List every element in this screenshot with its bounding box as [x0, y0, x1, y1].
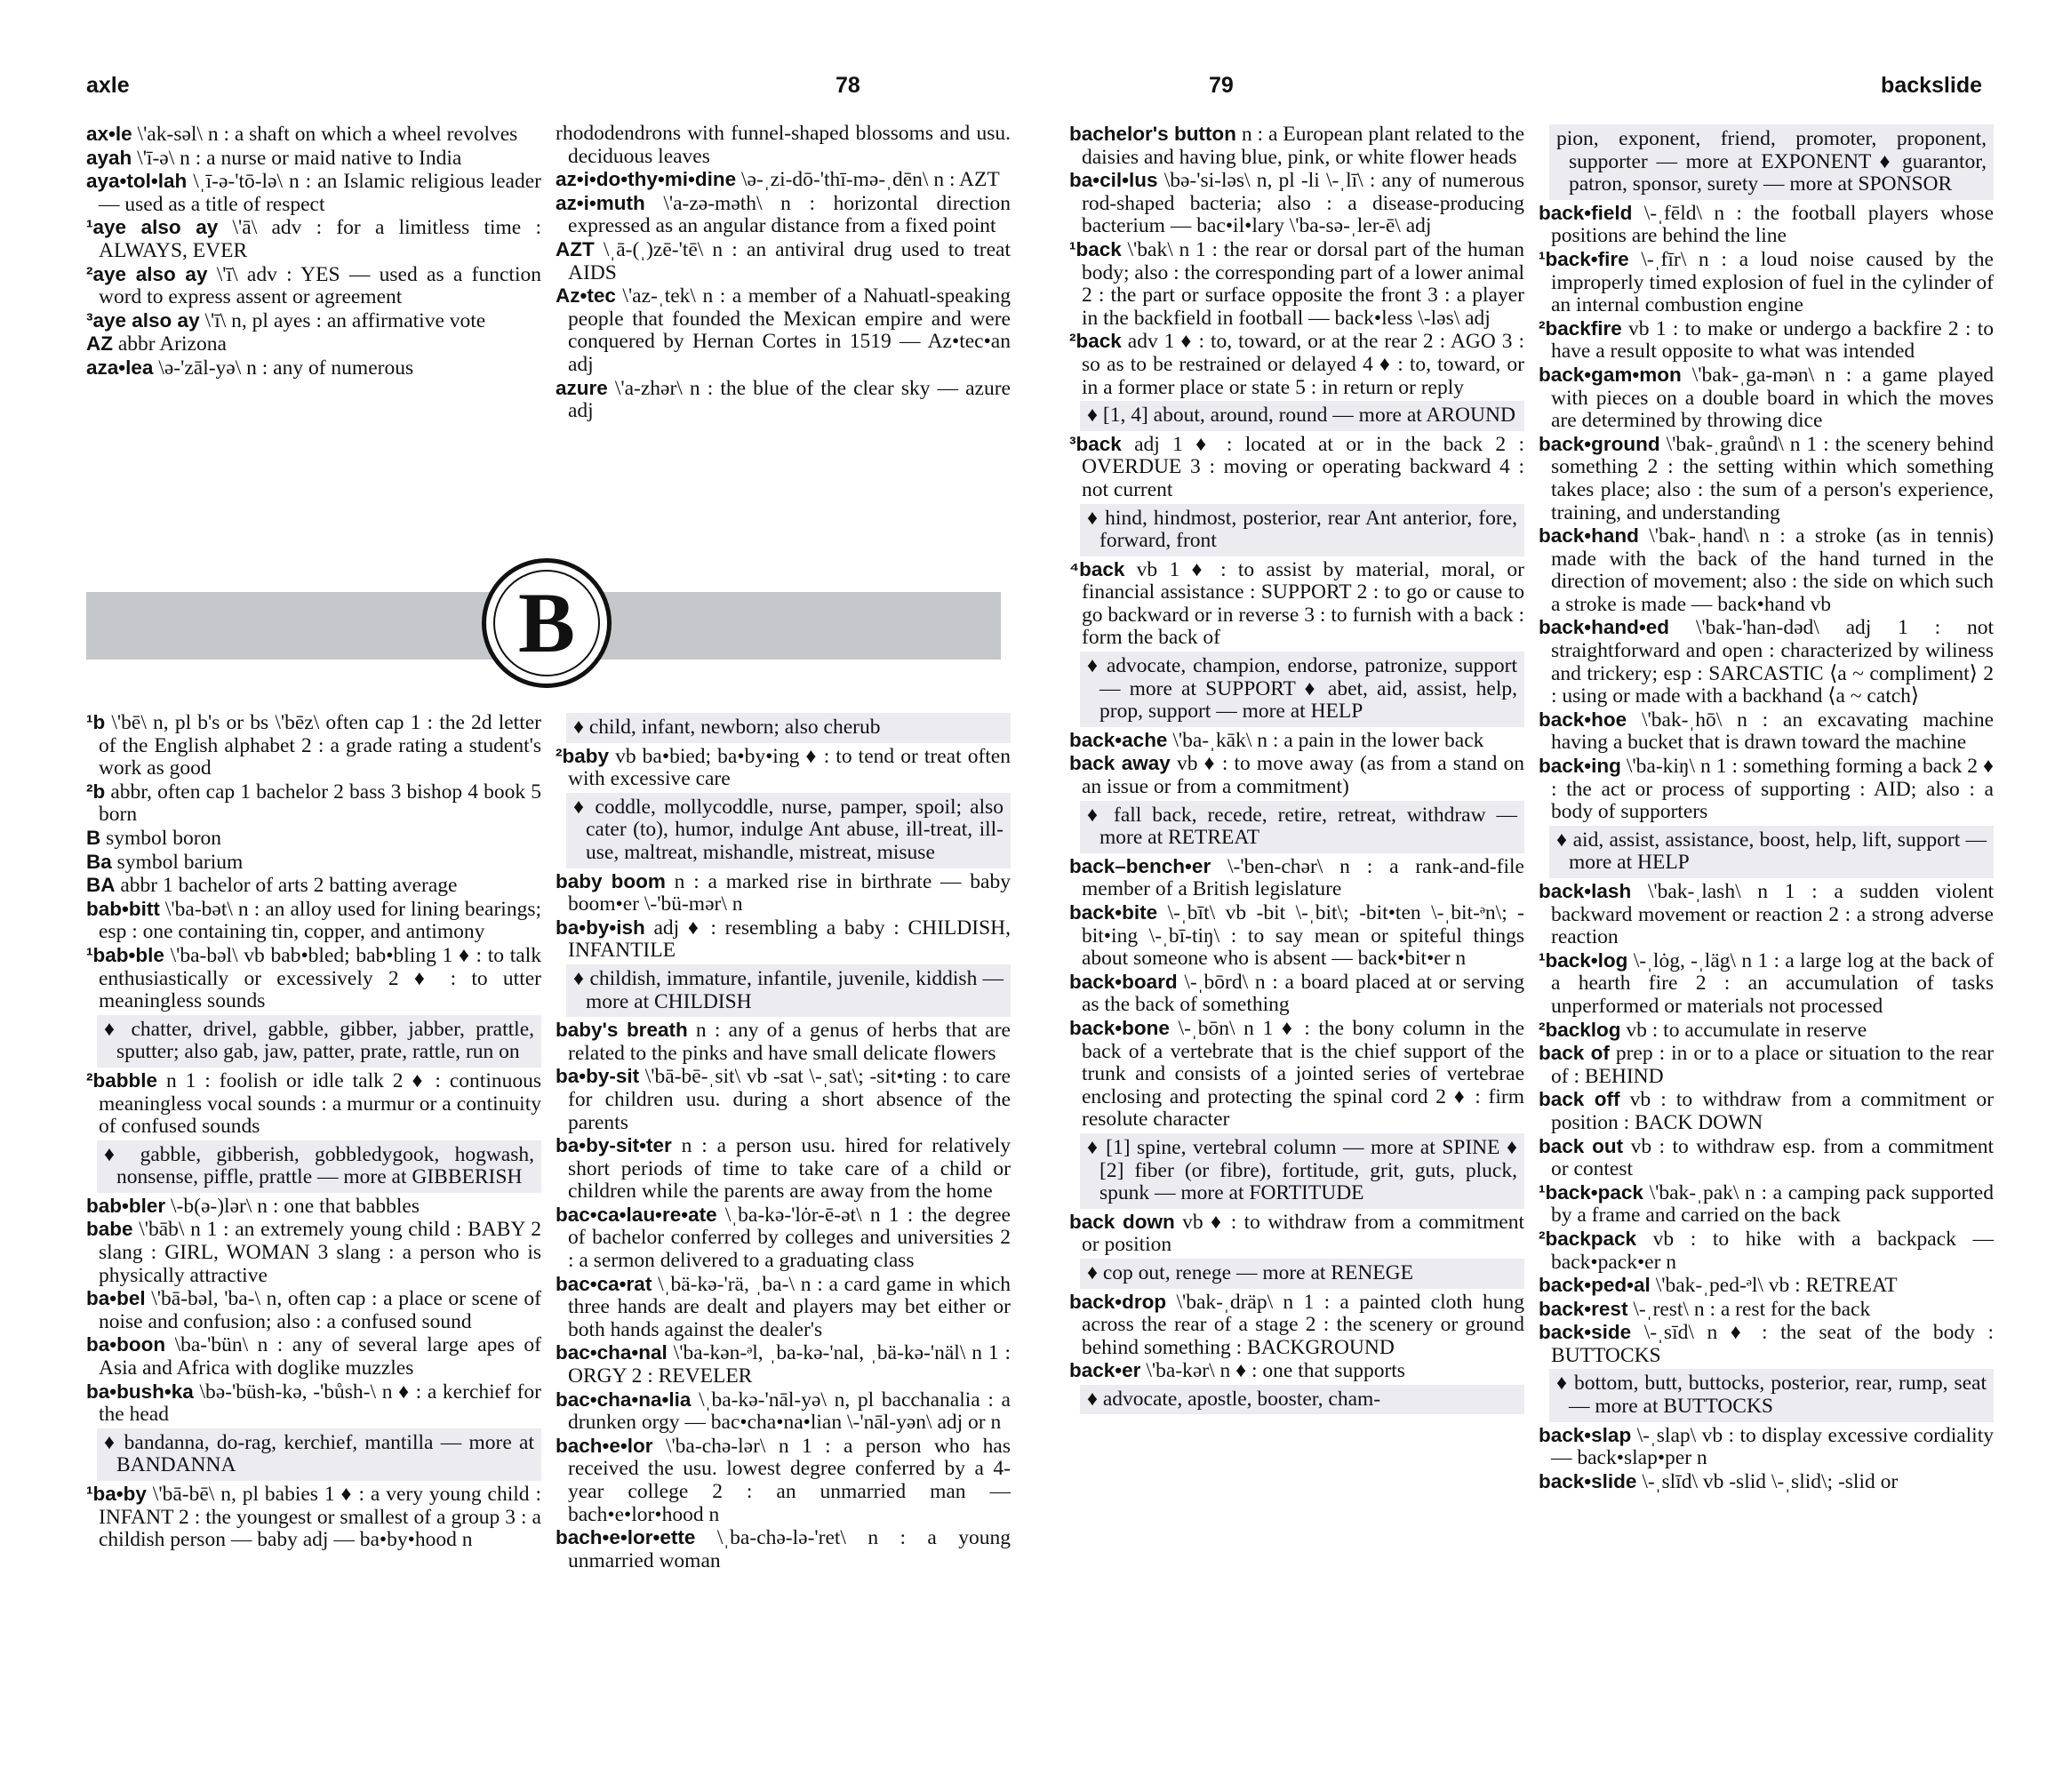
section-letter: B	[493, 570, 600, 676]
dictionary-entry	[86, 851, 541, 875]
definition: \'ba-kən-ᵊl, ˌba-kə-'nal, ˌbä-kə-'näl\ n 1 : ORGY 2 : REVELER	[568, 1341, 1011, 1388]
definition: symbol boron	[100, 826, 222, 850]
definition: \-ˌbīt\ vb -bit \-ˌbit\; -bit•ten \-ˌbit-ᵊn\; -bit•ing \-ˌbī-tiŋ\ : to say mean or spiteful things about someone who is absent — back•bit•er n	[1082, 901, 1524, 971]
headword: azure	[556, 376, 608, 399]
dictionary-entry	[1069, 901, 1524, 971]
headword: ²back	[1069, 330, 1122, 353]
dictionary-entry	[86, 898, 541, 944]
headword: ba•bush•ka	[86, 1380, 194, 1403]
dictionary-entry	[1069, 1017, 1524, 1132]
definition: \'bak-ˌlash\ n 1 : a sudden violent backward movement or reaction 2 : a strong adverse reaction	[1551, 880, 1994, 949]
synonym-block: ♦ bandanna, do-rag, kerchief, mantilla — more at BANDANNA	[97, 1428, 541, 1481]
column-1-top	[86, 123, 541, 380]
definition: n : a person usu. hired for relatively short periods of time to take care of a child or children while the parents are away from the home	[568, 1134, 1011, 1204]
dictionary-entry	[86, 1483, 541, 1552]
definition: \'bak-'han-dəd\ adj 1 : not straightforward and open : characterized by wiliness and trickery; esp : SARCASTIC ⟨a ~ compliment⟩ 2 : using or made with a backhand ⟨a ~ catch⟩	[1551, 616, 1994, 708]
dictionary-entry	[1069, 729, 1524, 753]
definition: adj 1 ♦ : located at or in the back 2 : OVERDUE 3 : moving or operating backward 4 : not current	[1082, 432, 1524, 501]
dictionary-entry	[1539, 1298, 1994, 1322]
definition: \'ba-bət\ n : an alloy used for lining bearings; esp : one containing tin, copper, and antimony	[99, 897, 541, 944]
definition: \-ˌbōrd\ n : a board placed at or serving as the back of something	[1082, 970, 1524, 1017]
dictionary-entry	[556, 1065, 1011, 1134]
dictionary-entry	[86, 332, 541, 356]
dictionary-entry	[1539, 708, 1994, 755]
headword: B	[86, 826, 101, 849]
headword: back•gam•mon	[1539, 363, 1682, 386]
dictionary-entry	[556, 168, 1011, 192]
dictionary-entry	[86, 1380, 541, 1427]
dictionary-entry	[1069, 1291, 1524, 1360]
headword: ²backlog	[1539, 1018, 1621, 1041]
definition: \-ˌslīd\ vb -slid \-ˌslid\; -slid or	[1636, 1469, 1899, 1493]
dictionary-entry	[556, 1134, 1011, 1204]
dictionary-entry	[1539, 1321, 1994, 1367]
definition: vb : to hike with a backpack — back•pack•er n	[1551, 1227, 1994, 1274]
dictionary-entry	[556, 1435, 1011, 1526]
headword: back away	[1069, 752, 1171, 775]
headword: back•ground	[1539, 432, 1660, 455]
headword: AZT	[556, 237, 595, 260]
headword: ¹ba•by	[86, 1483, 147, 1505]
headword: baby boom	[556, 869, 666, 892]
headword: back•rest	[1539, 1297, 1628, 1320]
letter-section-medallion	[482, 558, 612, 688]
definition: \bə-'büsh-kə, -'bůsh-\ n ♦ : a kerchief for the head	[99, 1380, 541, 1427]
definition: \'ba-bəl\ vb bab•bled; bab•bling 1 ♦ : to talk enthusiastically or excessively 2 ♦ : to utter meaningless sounds	[99, 943, 541, 1013]
headword: back•ache	[1069, 728, 1168, 751]
definition: vb : to accumulate in reserve	[1620, 1018, 1867, 1042]
headword: ba•boon	[86, 1333, 166, 1356]
column-4	[1539, 123, 1994, 1493]
synonym-block: ♦ aid, assist, assistance, boost, help, lift, support — more at HELP	[1549, 826, 1994, 878]
headword: back off	[1539, 1088, 1620, 1111]
definition: prep : in or to a place or situation to the rear of : BEHIND	[1551, 1042, 1994, 1088]
definition: \'ī\ adv : YES — used as a function word to express assent or agreement	[99, 262, 541, 309]
headword: baby's breath	[556, 1019, 688, 1042]
definition: \ˌā-(ˌ)zē-'tē\ n : an antiviral drug used to treat AIDS	[568, 237, 1011, 284]
definition: \'ā\ adv : for a limitless time : ALWAYS, EVER	[99, 216, 541, 262]
definition: adv 1 ♦ : to, toward, or at the rear 2 : AGO 3 : so as to be restrained or delayed 4 ♦ : to, toward, or in a former place or state 5 : in return or reply	[1082, 330, 1524, 399]
dictionary-entry	[86, 944, 541, 1013]
dictionary-entry	[556, 1204, 1011, 1273]
definition: n : a marked rise in birthrate — baby boom•er \-'bü-mər\ n	[568, 869, 1011, 916]
headword: ³aye also ay	[86, 308, 200, 332]
headword: back•hand	[1539, 524, 1639, 548]
definition: \ˌba-kə-'nāl-yə\ n, pl bacchanalia : a drunken orgy — bac•cha•na•lian \-'nāl-yən\ adj or n	[568, 1388, 1011, 1435]
definition: \'a-zə-məth\ n : horizontal direction expressed as an angular distance from a fixed point	[568, 191, 1011, 238]
headword: az•i•muth	[556, 191, 645, 214]
definition: \-ˌfīr\ n : a loud noise caused by the improperly timed explosion of fuel in the cylinder of an internal combustion engine	[1551, 247, 1994, 317]
dictionary-entry	[1069, 971, 1524, 1017]
dictionary-entry	[1069, 558, 1524, 650]
definition: symbol barium	[111, 850, 244, 874]
definition: abbr 1 bachelor of arts 2 batting average	[115, 874, 458, 898]
column-3	[1069, 123, 1524, 1416]
definition: adj ♦ : resembling a baby : CHILDISH, INFANTILE	[568, 916, 1011, 963]
dictionary-entry	[86, 216, 541, 262]
dictionary-entry	[86, 780, 541, 827]
headword: ²aye also ay	[86, 262, 208, 285]
synonym-block: ♦ coddle, mollycoddle, nurse, pamper, spoil; also cater (to), humor, indulge Ant abuse, ill-treat, ill-use, maltreat, mishandle, mistreat, misuse	[566, 793, 1011, 868]
dictionary-entry	[86, 263, 541, 309]
dictionary-entry	[86, 147, 541, 171]
dictionary-entry	[1069, 169, 1524, 238]
headword: back–bench•er	[1069, 854, 1211, 877]
definition: \'bak-ˌped-ᵊl\ vb : RETREAT	[1650, 1274, 1898, 1298]
definition: \'ba-chə-lər\ n 1 : a person who has received the usu. lowest degree conferred by a 4-year college 2 : an unmarried man — bach•e•lor•hood n	[568, 1434, 1011, 1526]
right-guide-word: backslide	[1881, 73, 1982, 98]
dictionary-entry	[556, 1388, 1011, 1435]
headword: back•drop	[1069, 1290, 1167, 1313]
headword: back•er	[1069, 1359, 1141, 1382]
definition: \'az-ˌtek\ n : a member of a Nahuatl-speaking people that founded the Mexican empire and were conquered by Hernan Cortes in 1519 — Az•tec•an adj	[568, 284, 1011, 376]
definition: \ˌī-ə-'tō-lə\ n : an Islamic religious leader — used as a title of respect	[99, 170, 541, 216]
definition: n : any of a genus of herbs that are related to the pinks and have small delicate flowers	[568, 1019, 1011, 1065]
definition: \-ˌrest\ n : a rest for the back	[1627, 1297, 1871, 1321]
dictionary-entry	[86, 711, 541, 780]
headword: back out	[1539, 1134, 1624, 1157]
headword: ⁴back	[1069, 557, 1125, 580]
dictionary-entry	[1539, 1135, 1994, 1181]
dictionary-entry	[86, 356, 541, 380]
right-page-number: 79	[1209, 73, 1234, 98]
headword: ²backpack	[1539, 1227, 1637, 1250]
headword: ayah	[86, 146, 132, 169]
definition: \'bē\ n, pl b's or bs \'bēz\ often cap 1 : the 2d letter of the English alphabet 2 : a grade rating a student's work as good	[99, 711, 541, 780]
headword: ¹back•pack	[1539, 1180, 1643, 1204]
dictionary-entry	[1069, 1211, 1524, 1257]
headword: ba•by-sit	[556, 1065, 640, 1088]
headword: AZ	[86, 332, 113, 356]
headword: back•field	[1539, 201, 1633, 224]
dictionary-entry	[86, 123, 541, 147]
dictionary-entry	[1539, 880, 1994, 949]
definition: \'bā-bəl, 'ba-\ n, often cap : a place or scene of noise and confusion; also : a confused sound	[99, 1287, 541, 1333]
headword: aya•tol•lah	[86, 170, 188, 193]
definition: \-ˌsīd\ n ♦ : the seat of the body : BUTTOCKS	[1551, 1321, 1994, 1367]
definition: \-ˌfēld\ n : the football players whose positions are behind the line	[1551, 201, 1994, 248]
headword: back•bone	[1069, 1016, 1170, 1039]
definition: \'bā-bē-ˌsit\ vb -sat \-ˌsat\; -sit•ting : to care for children usu. during a short absence of the parents	[568, 1065, 1011, 1134]
dictionary-entry	[556, 1273, 1011, 1342]
headword: az•i•do•thy•mi•dine	[556, 168, 737, 191]
dictionary-entry	[556, 1019, 1011, 1065]
definition: vb : to withdraw from a commitment or position : BACK DOWN	[1551, 1088, 1994, 1134]
dictionary-entry	[1539, 524, 1994, 616]
headword: ba•bel	[86, 1287, 146, 1310]
definition: \'bāb\ n 1 : an extremely young child : BABY 2 slang : GIRL, WOMAN 3 slang : a person who is physically attractive	[99, 1218, 541, 1287]
dictionary-entry	[86, 309, 541, 333]
dictionary-entry	[86, 1195, 541, 1219]
definition: \ə-'zāl-yə\ n : any of numerous	[153, 356, 414, 380]
headword: ²babble	[86, 1068, 158, 1092]
definition: \'a-zhər\ n : the blue of the clear sky — azure adj	[568, 376, 1011, 423]
headword: ba•by•ish	[556, 916, 645, 939]
definition: \-ˌslap\ vb : to display excessive cordiality — back•slap•per n	[1551, 1423, 1994, 1470]
dictionary-entry	[1539, 433, 1994, 524]
headword: bac•ca•lau•re•ate	[556, 1203, 717, 1226]
definition: abbr, often cap 1 bachelor 2 bass 3 bishop 4 book 5 born	[99, 780, 541, 827]
definition: abbr Arizona	[113, 332, 227, 356]
dictionary-entry	[1069, 855, 1524, 901]
definition: \'bak-ˌhand\ n : a stroke (as in tennis) made with the back of the hand turned in the direction of movement; also : the side on which such a stroke is made — back•hand vb	[1551, 524, 1994, 616]
definition: \ə-ˌzi-dō-'thī-mə-ˌdēn\ n : AZT	[736, 168, 1000, 192]
left-page-number: 78	[836, 73, 860, 98]
dictionary-entry	[1539, 1274, 1994, 1298]
synonym-block: ♦ cop out, renege — more at RENEGE	[1080, 1259, 1524, 1289]
definition: \'bak-ˌhō\ n : an excavating machine having a bucket that is drawn toward the machine	[1551, 708, 1994, 755]
headword: back•lash	[1539, 880, 1632, 902]
headword: bab•bler	[86, 1194, 166, 1217]
definition: \'ba-ˌkāk\ n : a pain in the lower back	[1167, 728, 1484, 752]
headword: babe	[86, 1218, 133, 1241]
definition: \-ˌbōn\ n 1 ♦ : the bony column in the back of a vertebrate that is the chief support of the trunk and consists of a jointed series of vertebrae enclosing and protecting the spinal cord 2 ♦ : firm resolute character	[1082, 1016, 1524, 1132]
headword: Az•tec	[556, 284, 616, 308]
dictionary-entry	[1539, 1424, 1994, 1470]
definition: vb ♦ : to move away (as from a stand on an issue or from a commitment)	[1082, 752, 1525, 799]
definition: \bə-'si-ləs\ n, pl -li \-ˌlī\ : any of numerous rod-shaped bacteria; also : a disease-producing bacterium — bac•il•lary \'ba-sə-ˌler-ē\ adj	[1082, 169, 1524, 238]
dictionary-entry	[1069, 433, 1524, 502]
dictionary-entry	[1539, 1019, 1994, 1043]
definition: \ˌba-chə-lə-'ret\ n : a young unmarried woman	[568, 1526, 1011, 1572]
headword: ³back	[1069, 432, 1122, 455]
definition: \'bak-ˌpak\ n : a camping pack supported by a frame and carried on the back	[1551, 1180, 1994, 1228]
headword: bac•ca•rat	[556, 1272, 652, 1295]
definition: \-b(ə-)lər\ n : one that babbles	[165, 1194, 420, 1218]
dictionary-entry	[556, 1341, 1011, 1388]
synonym-block: pion, exponent, friend, promoter, proponent, supporter — more at EXPONENT ♦ guarantor, patron, sponsor, surety — more at SPONSOR	[1549, 124, 1994, 200]
column-1-bottom	[86, 711, 541, 1552]
headword: ba•cil•lus	[1069, 169, 1158, 192]
dictionary-entry	[556, 1526, 1011, 1572]
dictionary-entry	[556, 238, 1011, 284]
dictionary-entry	[86, 827, 541, 851]
column-2-top	[556, 123, 1011, 423]
definition: vb 1 ♦ : to assist by material, moral, or financial assistance : SUPPORT 2 : to go or cause to go backward or in reverse 3 : to furnish with a back : form the back of	[1082, 557, 1524, 650]
definition: vb : to withdraw esp. from a commitment or contest	[1551, 1134, 1994, 1181]
definition: \ba-'bün\ n : any of several large apes of Asia and Africa with doglike muzzles	[99, 1333, 541, 1380]
synonym-block: ♦ advocate, apostle, booster, cham-	[1080, 1385, 1524, 1415]
dictionary-entry	[556, 123, 1011, 168]
headword: back•board	[1069, 970, 1178, 993]
headword: ¹back•log	[1539, 948, 1628, 972]
headword: ²b	[86, 780, 106, 803]
definition: \'ī\ n, pl ayes : an affirmative vote	[199, 308, 486, 332]
dictionary-entry	[556, 377, 1011, 423]
definition: vb ♦ : to withdraw from a commitment or position	[1082, 1210, 1524, 1257]
headword: bach•e•lor	[556, 1434, 653, 1457]
headword: bac•cha•nal	[556, 1341, 668, 1364]
headword: ¹back	[1069, 237, 1122, 260]
definition: rhododendrons with funnel-shaped blossoms and usu. deciduous leaves	[556, 122, 1011, 168]
dictionary-entry	[1539, 1088, 1994, 1134]
dictionary-entry	[1539, 1470, 1994, 1494]
dictionary-entry	[1539, 1042, 1994, 1088]
definition: \'bak-ˌga-mən\ n : a game played with pieces on a double board in which the moves are determined by throwing dice	[1551, 363, 1994, 433]
synonym-block: ♦ gabble, gibberish, gobbledygook, hogwash, nonsense, piffle, prattle — more at GIBBERISH	[97, 1140, 541, 1193]
dictionary-entry	[1539, 616, 1994, 708]
headword: back of	[1539, 1042, 1610, 1065]
definition: \'ba-kiŋ\ n 1 : something forming a back 2 ♦ : the act or process of supporting : AID; also : a body of supporters	[1551, 755, 1994, 824]
definition: \ˌba-kə-'lȯr-ē-ət\ n 1 : the degree of bachelor conferred by colleges and universities 2 : a sermon delivered to a graduating class	[568, 1203, 1011, 1273]
headword: ¹aye also ay	[86, 216, 219, 239]
dictionary-entry	[556, 916, 1011, 963]
left-guide-word: axle	[86, 73, 130, 98]
definition: \'ak-səl\ n : a shaft on which a wheel revolves	[132, 123, 518, 146]
dictionary-entry	[86, 1069, 541, 1139]
definition: \-ˌlȯg, -ˌläg\ n 1 : a large log at the back of a hearth fire 2 : an accumulation of tasks unperformed or materials not processed	[1551, 948, 1994, 1018]
definition: \'bā-bē\ n, pl babies 1 ♦ : a very young child : INFANT 2 : the youngest or smallest of a group 3 : a childish person — baby adj — ba•by•hood n	[99, 1483, 541, 1552]
dictionary-entry	[556, 192, 1011, 238]
headword: back•slap	[1539, 1423, 1632, 1446]
dictionary-entry	[1069, 238, 1524, 330]
synonym-block: ♦ bottom, butt, buttocks, posterior, rear, rump, seat — more at BUTTOCKS	[1549, 1369, 1994, 1421]
dictionary-entry	[1069, 330, 1524, 399]
headword: back•slide	[1539, 1469, 1637, 1492]
headword: aza•lea	[86, 356, 154, 379]
dictionary-entry	[1069, 752, 1524, 798]
definition: \'ba-kər\ n ♦ : one that supports	[1140, 1359, 1405, 1383]
dictionary-entry	[1539, 248, 1994, 317]
definition: n 1 : foolish or idle talk 2 ♦ : continuous meaningless vocal sounds : a murmur or a continuity of confused sounds	[99, 1068, 541, 1139]
definition: \'ī-ə\ n : a nurse or maid native to India	[132, 146, 462, 170]
dictionary-entry	[556, 870, 1011, 916]
headword: ax•le	[86, 123, 132, 145]
definition: \ˌbä-kə-'rä, ˌba-\ n : a card game in which three hands are dealt and players may bet either or both hands against the dealer's	[568, 1272, 1011, 1341]
synonym-block: ♦ hind, hindmost, posterior, rear Ant anterior, fore, forward, front	[1080, 504, 1524, 556]
synonym-block: ♦ [1, 4] about, around, round — more at AROUND	[1080, 401, 1524, 431]
headword: bachelor's button	[1069, 123, 1236, 145]
definition: vb ba•bied; ba•by•ing ♦ : to tend or treat often with excessive care	[568, 744, 1011, 791]
synonym-block: ♦ advocate, champion, endorse, patronize, support — more at SUPPORT ♦ abet, aid, assist, help, prop, support — more at HELP	[1080, 652, 1524, 727]
dictionary-entry	[1539, 202, 1994, 248]
headword: ba•by-sit•ter	[556, 1134, 672, 1157]
synonym-block: ♦ fall back, recede, retire, retreat, withdraw — more at RETREAT	[1080, 801, 1524, 853]
dictionary-entry	[1539, 364, 1994, 433]
headword: back•side	[1539, 1321, 1632, 1344]
definition: \'bak-ˌdräp\ n 1 : a painted cloth hung across the rear of a stage 2 : the scenery or ground behind something : BACKGROUND	[1082, 1290, 1524, 1359]
headword: ¹bab•ble	[86, 943, 164, 966]
dictionary-entry	[556, 284, 1011, 376]
headword: bach•e•lor•ette	[556, 1526, 696, 1549]
dictionary-entry	[86, 1218, 541, 1287]
headword: ¹back•fire	[1539, 247, 1629, 270]
synonym-block: ♦ childish, immature, infantile, juvenile, kiddish — more at CHILDISH	[566, 964, 1011, 1017]
headword: back•hoe	[1539, 708, 1627, 731]
dictionary-entry	[1069, 123, 1524, 169]
headword: Ba	[86, 850, 112, 873]
dictionary-entry	[1539, 317, 1994, 364]
definition: vb 1 : to make or undergo a backfire 2 : to have a result opposite to what was intended	[1551, 316, 1994, 364]
dictionary-entry	[1539, 1228, 1994, 1274]
dictionary-entry	[86, 874, 541, 898]
definition: \-'ben-chər\ n : a rank-and-file member of a British legislature	[1082, 854, 1524, 901]
headword: back•hand•ed	[1539, 616, 1670, 639]
headword: ²baby	[556, 744, 610, 767]
dictionary-entry	[1539, 1181, 1994, 1228]
column-2-bottom	[556, 711, 1011, 1572]
headword: bab•bitt	[86, 897, 160, 920]
definition: \'bak\ n 1 : the rear or dorsal part of the human body; also : the corresponding part of a lower animal 2 : the part or surface opposite the front 3 : a player in the backfield in football — back•less \-ləs\ adj	[1082, 237, 1524, 330]
dictionary-entry	[1069, 1359, 1524, 1383]
synonym-block: ♦ chatter, drivel, gabble, gibber, jabber, prattle, sputter; also gab, jaw, patter, prate, rattle, run on	[97, 1015, 541, 1068]
dictionary-entry	[86, 1287, 541, 1333]
headword: ¹b	[86, 711, 106, 733]
headword: BA	[86, 874, 116, 897]
headword: back•ing	[1539, 755, 1621, 778]
synonym-block: ♦ child, infant, newborn; also cherub	[566, 713, 1011, 743]
dictionary-entry	[86, 170, 541, 216]
headword: ²backfire	[1539, 316, 1622, 340]
synonym-block: ♦ [1] spine, vertebral column — more at SPINE ♦ [2] fiber (or fibre), fortitude, grit, guts, pluck, spunk — more at FORTITUDE	[1080, 1133, 1524, 1209]
headword: back•bite	[1069, 901, 1158, 924]
definition: \'bak-ˌgraůnd\ n 1 : the scenery behind something 2 : the setting within which something takes place; also : the sum of a person's experience, training, and understanding	[1551, 432, 1994, 524]
headword: back down	[1069, 1210, 1175, 1233]
headword: back•ped•al	[1539, 1274, 1651, 1297]
headword: bac•cha•na•lia	[556, 1388, 692, 1411]
dictionary-entry	[86, 1333, 541, 1380]
dictionary-entry	[1539, 949, 1994, 1019]
dictionary-entry	[556, 745, 1011, 791]
dictionary-entry	[1539, 755, 1994, 824]
definition: n : a European plant related to the daisies and having blue, pink, or white flower heads	[1082, 123, 1525, 169]
